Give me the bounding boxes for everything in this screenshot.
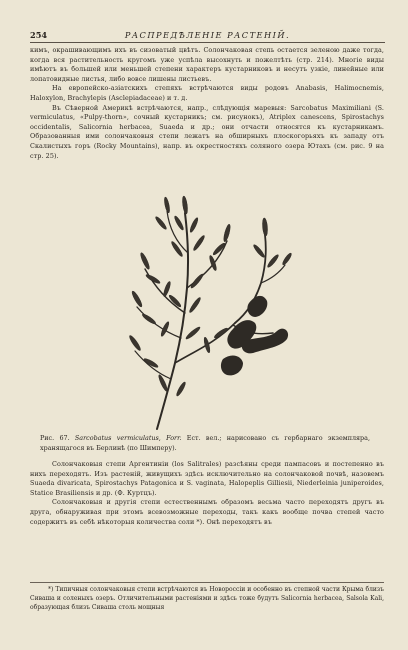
- footnote-text: *) Типичныя солончаковыя степи встрѣчаются въ Новороссіи и особенно въ степной части Крыма близъ Сиваша и соленыхъ озеръ. Отличительными растеніями и здѣсь тоже будутъ Salicornia herbacea, Salsola Kali, образующая близъ Сиваша столь мощныя: [30, 586, 384, 611]
- figure-species: Sarcobatus vermiculatus, Forr.: [74, 434, 182, 442]
- page-number: 254: [30, 30, 48, 40]
- paragraph-north-america: Въ Сѣверной Америкѣ встрѣчаются, напр., слѣдующія маревыя: Sarcobatus Maximiliani (S. vermiculatus, «Pulpy-thorn», сочный кустарникъ; см. рисунокъ), Atriplex canescens, Spirostachys occidentalis, Salicornia herbacea, Suaeda и др.; они отчасти относятся къ кустарникамъ. Образованныя ими солончаковыя степи лежатъ на обширныхъ плоскогорьяхъ къ западу отъ Скалистыхъ горъ (Rocky Mountains), напр. въ окрестностяхъ соляного озера Ютахъ (см. рис. 9 на стр. 25).: [30, 103, 384, 160]
- paragraph-continuation: кимъ, окрашивающимъ ихъ въ сизоватый цвѣтъ. Солончаковая степь остается зеленою даже тогда, когда вся растительность кругомъ уже успѣла высохнуть и пожелтѣть (стр. 214). Многіе виды имѣютъ въ большей или меньшей степени характеръ кустарниковъ и несутъ узкіе, линейные или лопатовидные листья, либо вовсе лишены листьевъ.: [30, 46, 384, 83]
- running-title: РАСПРЕДѢЛЕНІЕ РАСТЕНІЙ.: [124, 30, 291, 40]
- sarcobatus-illustration: [115, 183, 295, 431]
- paragraph-eurasian-steppes: На европейско-азіатскихъ степяхъ встрѣчаются виды родовъ Anabasis, Halimocnemis, Haloxylon, Brachylepis (Asclepiadaceae) и т. д.: [30, 84, 384, 102]
- footnote-rule: [30, 582, 384, 583]
- figure-description: Ест. вел.; нарисовано съ гербарнаго экземпляра, хранящагося въ Берлинѣ (по Шимперу).: [40, 434, 370, 452]
- paragraph-steppe-transitions: Солончаковыя и другія степи естественнымъ образомъ весьма часто переходятъ другъ въ друга, обнаруживая при этомъ всевозможные переходы, такъ какъ вообще почва степей часто содержитъ въ себѣ нѣкоторыя количества соли *). Онѣ переходятъ въ: [30, 498, 384, 526]
- bottom-text-block: [30, 460, 384, 527]
- paragraph-argentina: Солончаковыя степи Аргентиніи (los Salitrales) разсѣяны среди пампасовъ и постепенно въ нихъ переходятъ. Изъ растеній, живущихъ здѣсь исключительно на солончаковой почвѣ, назовемъ Suaeda divaricata, Spirostachys Patagonica и S. vaginata, Halopeplis Gilliesii, Niederleinia juniperoides, Statice Brasiliensis и др. (Ф. Куртцъ).: [30, 460, 384, 497]
- figure-label: Рис. 67.: [40, 434, 70, 442]
- running-header: [30, 28, 385, 43]
- figure-caption: [40, 434, 370, 453]
- footnote: [30, 586, 384, 612]
- top-text-block: [30, 46, 384, 161]
